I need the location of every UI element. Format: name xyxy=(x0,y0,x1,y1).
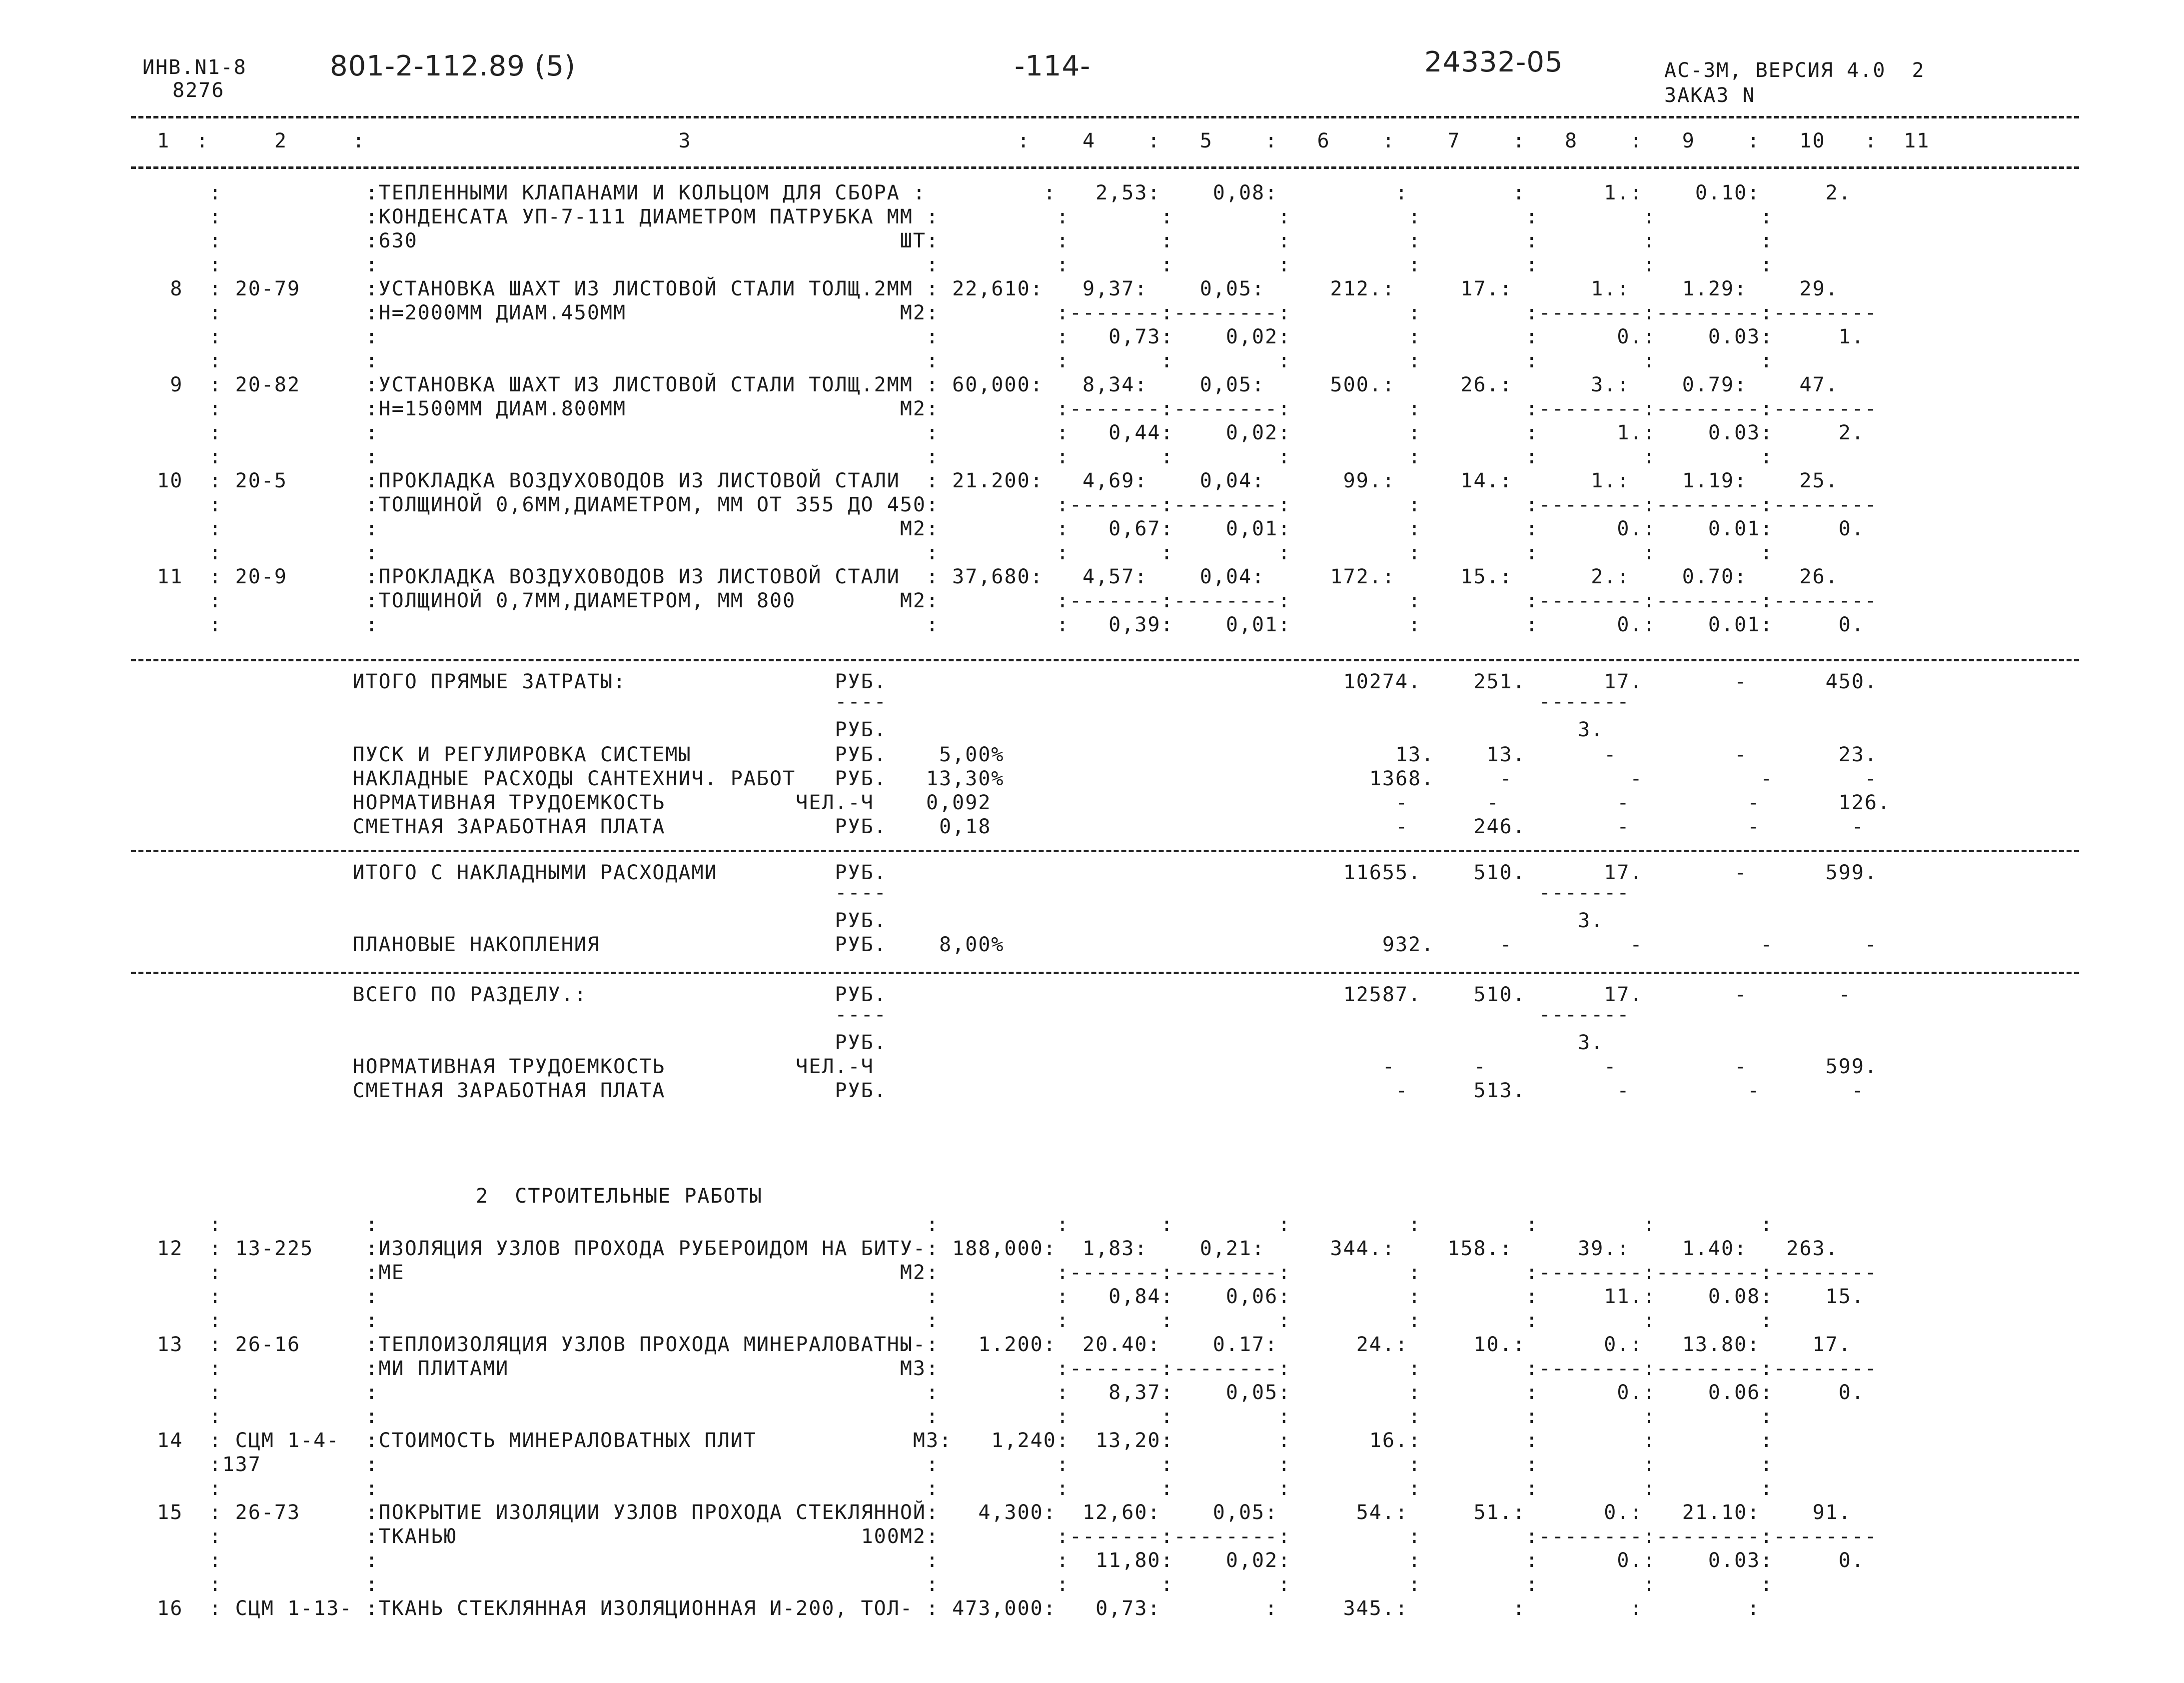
program-version: АС-3М, ВЕРСИЯ 4.0 2 xyxy=(1664,59,1925,82)
summary-row: ПЛАНОВЫЕ НАКОПЛЕНИЯ РУБ. 8,00% 932. - - - - xyxy=(131,933,1878,956)
document-code: 801-2-112.89 (5) xyxy=(330,50,576,82)
table-row: : :Н=2000ММ ДИАМ.450ММ М2: :-------:--------: : :--------:--------:-------- xyxy=(131,301,1878,324)
totals-rule-1 xyxy=(131,659,2079,661)
summary-row: СМЕТНАЯ ЗАРАБОТНАЯ ПЛАТА РУБ. 0,18 - 246. - - - xyxy=(131,815,1865,838)
inventory-number-value: 8276 xyxy=(172,79,225,102)
summary-row: НОРМАТИВНАЯ ТРУДОЕМКОСТЬ ЧЕЛ.-Ч 0,092 - - - - 126. xyxy=(131,791,1891,814)
summary-row: ---- ------- xyxy=(131,1003,1630,1026)
table-row: : :Н=1500ММ ДИАМ.800ММ М2: :-------:--------: : :--------:--------:-------- xyxy=(131,397,1878,420)
table-row: : :ТКАНЬЮ 100М2: :-------:--------: : :--------:--------:-------- xyxy=(131,1525,1878,1548)
table-row: : :МИ ПЛИТАМИ М3: :-------:--------: : :--------:--------:-------- xyxy=(131,1357,1878,1380)
table-row: : : : : : : : : : : xyxy=(131,541,1774,564)
summary-row: СМЕТНАЯ ЗАРАБОТНАЯ ПЛАТА РУБ. - 513. - - - xyxy=(131,1079,1865,1102)
section-title: 2 СТРОИТЕЛЬНЫЕ РАБОТЫ xyxy=(476,1185,763,1208)
summary-row: ПУСК И РЕГУЛИРОВКА СИСТЕМЫ РУБ. 5,00% 13. 13. - - 23. xyxy=(131,743,1878,766)
summary-row: ВСЕГО ПО РАЗДЕЛУ.: РУБ. 12587. 510. 17. - - xyxy=(131,983,1852,1006)
table-row: : : : : : : : : : : xyxy=(131,1213,1774,1236)
table-row: : : : : : : : : : : xyxy=(131,1405,1774,1428)
table-row: : : : : 0,84: 0,06: : : 11.: 0.08: 15. xyxy=(131,1285,1865,1308)
table-row: 12 : 13-225 :ИЗОЛЯЦИЯ УЗЛОВ ПРОХОДА РУБЕРОИДОМ НА БИТУ-: 188,000: 1,83: 0,21: 344.: 158.: 39.: 1.40: 263. xyxy=(131,1237,1839,1260)
summary-row: ИТОГО С НАКЛАДНЫМИ РАСХОДАМИ РУБ. 11655. 510. 17. - 599. xyxy=(131,861,1878,884)
table-row: : : : : 8,37: 0,05: : : 0.: 0.06: 0. xyxy=(131,1381,1865,1404)
order-code: 24332-05 xyxy=(1424,46,1563,78)
inventory-number: ИНВ.N1-8 xyxy=(142,56,247,79)
totals-rule-3 xyxy=(131,972,2079,974)
header-rule-bottom xyxy=(131,166,2079,169)
table-row: : : : : : : : : : : xyxy=(131,1573,1774,1596)
table-row: : : : : 0,44: 0,02: : : 1.: 0.03: 2. xyxy=(131,421,1865,444)
summary-row: НОРМАТИВНАЯ ТРУДОЕМКОСТЬ ЧЕЛ.-Ч - - - - 599. xyxy=(131,1055,1878,1078)
table-row: 13 : 26-16 :ТЕПЛОИЗОЛЯЦИЯ УЗЛОВ ПРОХОДА МИНЕРАЛОВАТНЫ-: 1.200: 20.40: 0.17: 24.: 10.: 0.: 13.80: 17. xyxy=(131,1333,1852,1356)
table-row: : : : : 11,80: 0,02: : : 0.: 0.03: 0. xyxy=(131,1549,1865,1572)
table-row: : :ТЕПЛЕННЫМИ КЛАПАНАМИ И КОЛЬЦОМ ДЛЯ СБОРА : : 2,53: 0,08: : : 1.: 0.10: 2. xyxy=(131,181,1852,204)
table-row: : : : : : : : : : : xyxy=(131,445,1774,468)
summary-row: ---- ------- xyxy=(131,881,1630,904)
table-row: : :ТОЛЩИНОЙ 0,6ММ,ДИАМЕТРОМ, ММ ОТ 355 ДО 450: :-------:--------: : :--------:--------:-------- xyxy=(131,493,1878,516)
table-row: 9 : 20-82 :УСТАНОВКА ШАХТ ИЗ ЛИСТОВОЙ СТАЛИ ТОЛЩ.2ММ : 60,000: 8,34: 0,05: 500.: 26.: 3.: 0.79: 47. xyxy=(131,373,1839,396)
table-row: : :630 ШТ: : : : : : : : xyxy=(131,229,1774,252)
table-row: : : М2: : 0,67: 0,01: : : 0.: 0.01: 0. xyxy=(131,517,1865,540)
table-row: : : : : : : : : : : xyxy=(131,253,1774,276)
table-row: 10 : 20-5 :ПРОКЛАДКА ВОЗДУХОВОДОВ ИЗ ЛИСТОВОЙ СТАЛИ : 21.200: 4,69: 0,04: 99.: 14.: 1.: 1.19: 25. xyxy=(131,469,1839,492)
summary-row: РУБ. 3. xyxy=(131,909,1604,932)
page-number: -114- xyxy=(1015,50,1091,82)
table-row: :137 : : : : : : : : : xyxy=(131,1453,1774,1476)
table-row: 11 : 20-9 :ПРОКЛАДКА ВОЗДУХОВОДОВ ИЗ ЛИСТОВОЙ СТАЛИ : 37,680: 4,57: 0,04: 172.: 15.: 2.: 0.70: 26. xyxy=(131,565,1839,588)
table-row: 8 : 20-79 :УСТАНОВКА ШАХТ ИЗ ЛИСТОВОЙ СТАЛИ ТОЛЩ.2ММ : 22,610: 9,37: 0,05: 212.: 17.: 1.: 1.29: 29. xyxy=(131,277,1839,300)
table-row: : :КОНДЕНСАТА УП-7-111 ДИАМЕТРОМ ПАТРУБКА ММ : : : : : : : : xyxy=(131,205,1774,228)
order-label: ЗАКАЗ N xyxy=(1664,84,1756,107)
table-row: 16 : СЦМ 1-13- :ТКАНЬ СТЕКЛЯННАЯ ИЗОЛЯЦИОННАЯ И-200, ТОЛ- : 473,000: 0,73: : 345.: : : : xyxy=(131,1597,1761,1620)
table-row: : : : : 0,39: 0,01: : : 0.: 0.01: 0. xyxy=(131,613,1865,636)
summary-row: ---- ------- xyxy=(131,690,1630,713)
table-row: : :МЕ М2: :-------:--------: : :--------:--------:-------- xyxy=(131,1261,1878,1284)
table-row: 14 : СЦМ 1-4- :СТОИМОСТЬ МИНЕРАЛОВАТНЫХ ПЛИТ М3: 1,240: 13,20: : 16.: : : : xyxy=(131,1429,1774,1452)
summary-row: РУБ. 3. xyxy=(131,1031,1604,1054)
totals-rule-2 xyxy=(131,850,2079,852)
table-row: : : : : 0,73: 0,02: : : 0.: 0.03: 1. xyxy=(131,325,1865,348)
table-row: : :ТОЛЩИНОЙ 0,7ММ,ДИАМЕТРОМ, ММ 800 М2: :-------:--------: : :--------:--------:-------- xyxy=(131,589,1878,612)
table-row: : : : : : : : : : : xyxy=(131,1309,1774,1332)
summary-row: РУБ. 3. xyxy=(131,718,1604,741)
column-header: 1 : 2 : 3 : 4 : 5 : 6 : 7 : 8 : 9 : 10 : 11 xyxy=(131,129,1930,152)
summary-row: ИТОГО ПРЯМЫЕ ЗАТРАТЫ: РУБ. 10274. 251. 17. - 450. xyxy=(131,670,1878,693)
table-row: : : : : : : : : : : xyxy=(131,1477,1774,1500)
summary-row: НАКЛАДНЫЕ РАСХОДЫ САНТЕХНИЧ. РАБОТ РУБ. 13,30% 1368. - - - - xyxy=(131,767,1878,790)
table-row: : : : : : : : : : : xyxy=(131,349,1774,372)
header-rule-top xyxy=(131,116,2079,118)
table-row: 15 : 26-73 :ПОКРЫТИЕ ИЗОЛЯЦИИ УЗЛОВ ПРОХОДА СТЕКЛЯННОЙ: 4,300: 12,60: 0,05: 54.: 51.: 0.: 21.10: 91. xyxy=(131,1501,1852,1524)
